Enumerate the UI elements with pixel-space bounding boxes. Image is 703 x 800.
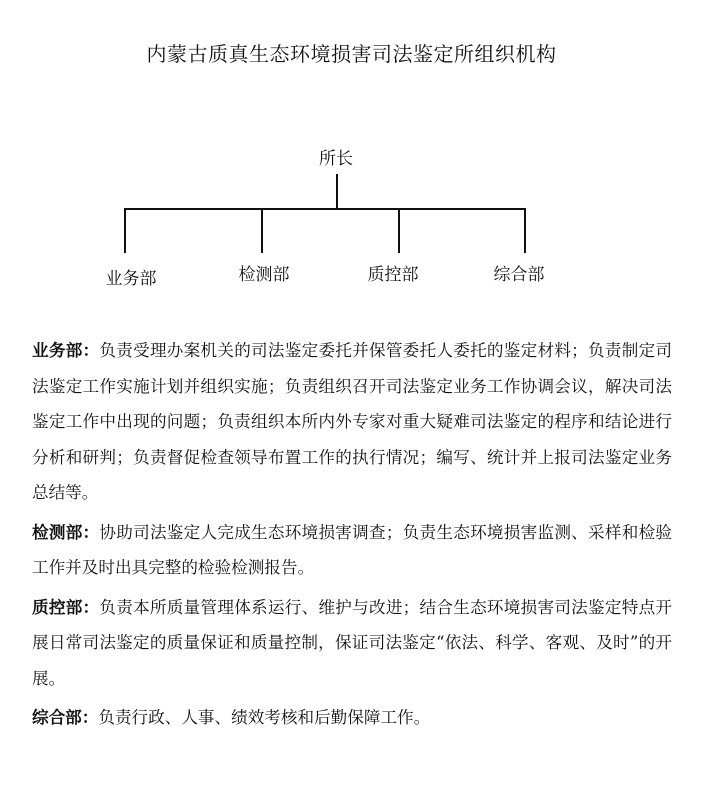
- org-node-quality-control: 质控部: [367, 265, 419, 285]
- org-node-business: 业务部: [105, 269, 157, 289]
- org-node-director: 所长: [319, 149, 353, 169]
- org-chart: [0, 0, 703, 320]
- connector-branch-2: [261, 208, 263, 253]
- desc-text: 协助司法鉴定人完成生态环境损害调查；负责生态环境损害监测、采样和检验工作并及时出具完整的检验检测报告。: [32, 522, 673, 577]
- desc-text: 负责本所质量管理体系运行、维护与改进；结合生态环境损害司法鉴定特点开展日常司法鉴定的质量保证和质量控制，保证司法鉴定“依法、科学、客观、及时”的开展。: [32, 597, 673, 688]
- connector-horizontal-bar: [124, 208, 526, 210]
- desc-business: [32, 333, 672, 511]
- page-title: 内蒙古质真生态环境损害司法鉴定所组织机构: [146, 42, 557, 66]
- desc-heading: 综合部：: [32, 707, 99, 727]
- connector-branch-3: [398, 208, 400, 253]
- desc-text: 负责行政、人事、绩效考核和后勤保障工作。: [98, 708, 431, 727]
- org-node-testing: 检测部: [238, 265, 290, 285]
- org-node-general-affairs: 综合部: [493, 265, 545, 285]
- desc-general-affairs: [32, 700, 672, 736]
- connector-branch-4: [524, 208, 526, 253]
- connector-branch-1: [124, 208, 126, 253]
- desc-quality-control: [32, 590, 672, 697]
- desc-heading: 质控部：: [32, 596, 100, 617]
- connector-root-stem: [336, 174, 338, 208]
- desc-testing: [32, 515, 672, 586]
- desc-heading: 业务部：: [32, 340, 100, 360]
- department-descriptions: [32, 333, 672, 740]
- desc-heading: 检测部：: [32, 521, 100, 542]
- desc-text: 负责受理办案机关的司法鉴定委托并保管委托人委托的鉴定材料；负责制定司法鉴定工作实施计划并组织实施；负责组织召开司法鉴定业务工作协调会议，解决司法鉴定工作中出现的问题；负责组织本所内外专家对重大疑难司法鉴定的程序和结论进行分析和研判；负责督促检查领导布置工作的执行情况；编写、统计并上报司法鉴定业务总结等。: [32, 341, 673, 502]
